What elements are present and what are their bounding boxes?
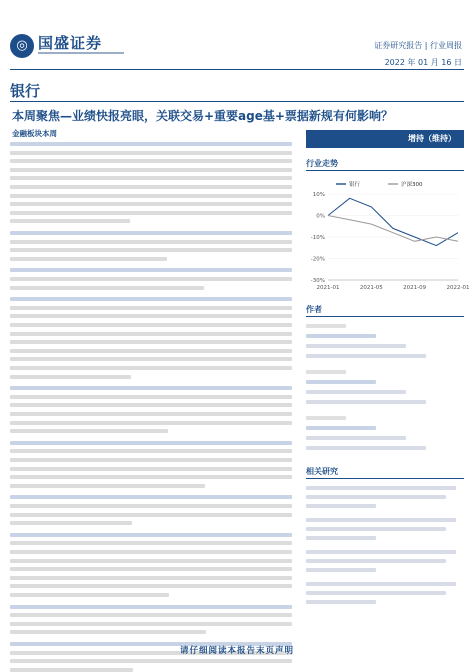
body-text-line bbox=[10, 185, 292, 189]
body-text-line bbox=[10, 576, 292, 580]
legend-label: 银行 bbox=[349, 182, 361, 188]
rating-badge bbox=[306, 130, 464, 148]
y-tick-label: -30% bbox=[310, 278, 325, 284]
body-text-line bbox=[10, 513, 292, 517]
body-text-line bbox=[10, 159, 292, 163]
analyst-detail bbox=[306, 370, 346, 374]
sidebar bbox=[306, 128, 470, 626]
body-text-line bbox=[10, 421, 292, 425]
body-text-line bbox=[10, 567, 292, 571]
body-text-line bbox=[10, 286, 204, 290]
body-text-line bbox=[10, 475, 292, 479]
x-tick-label: 2021-01 bbox=[316, 285, 340, 291]
analyst-detail bbox=[306, 344, 406, 348]
related-report-line bbox=[306, 559, 446, 563]
trend-divider bbox=[306, 170, 464, 171]
analyst-detail bbox=[306, 446, 426, 450]
trend-title: 行业走势 bbox=[306, 159, 338, 168]
related-report-line bbox=[306, 600, 376, 604]
analyst-detail bbox=[306, 416, 346, 420]
report-type: 证券研究报告 | 行业周报 bbox=[374, 41, 462, 50]
related-report-line bbox=[306, 495, 446, 499]
analyst-detail bbox=[306, 400, 426, 404]
report-date: 2022 年 01 月 16 日 bbox=[384, 58, 462, 67]
body-text-line bbox=[10, 151, 292, 155]
analysts-title: 作者 bbox=[306, 305, 322, 314]
report-body bbox=[10, 128, 300, 626]
body-text-line bbox=[10, 467, 292, 471]
analyst-detail bbox=[306, 436, 406, 440]
body-text-line bbox=[10, 375, 131, 379]
body-text-line bbox=[10, 142, 292, 146]
y-tick-label: 0% bbox=[316, 213, 325, 220]
related-report-line bbox=[306, 518, 456, 522]
body-text-line bbox=[10, 584, 292, 588]
sector-title: 银行 bbox=[10, 82, 41, 100]
related-title: 相关研究 bbox=[306, 467, 338, 476]
summary-title: 金融板块本周 bbox=[12, 129, 57, 138]
trend-chart bbox=[306, 176, 470, 296]
body-text-line bbox=[10, 349, 292, 353]
analyst-detail bbox=[306, 324, 346, 328]
y-tick-label: -20% bbox=[310, 256, 325, 263]
body-text-line bbox=[10, 630, 206, 634]
body-text-line bbox=[10, 168, 292, 172]
analyst-detail bbox=[306, 354, 426, 358]
body-text-line bbox=[10, 219, 130, 223]
body-text-line bbox=[10, 449, 292, 453]
body-text-line bbox=[10, 248, 292, 252]
body-text-line bbox=[10, 495, 292, 499]
body-text-line bbox=[10, 176, 292, 180]
body-text-line bbox=[10, 403, 292, 407]
related-divider bbox=[306, 478, 464, 479]
header-divider bbox=[10, 69, 464, 70]
body-text-line bbox=[10, 314, 292, 318]
related-report-line bbox=[306, 582, 456, 586]
footer-text: 请仔细阅读本报告末页声明 bbox=[179, 646, 294, 656]
body-text-line bbox=[10, 550, 292, 554]
analyst-name bbox=[306, 426, 376, 430]
legend-label: 沪深300 bbox=[401, 182, 423, 188]
body-text-line bbox=[10, 605, 292, 609]
body-text-line bbox=[10, 257, 167, 261]
body-text-line bbox=[10, 504, 292, 508]
body-text-line bbox=[10, 559, 292, 563]
body-text-line bbox=[10, 533, 292, 537]
body-text-line bbox=[10, 323, 292, 327]
body-text-line bbox=[10, 593, 169, 597]
body-text-line bbox=[10, 622, 292, 626]
body-text-line bbox=[10, 441, 292, 445]
body-text-line bbox=[10, 395, 292, 399]
body-text-line bbox=[10, 521, 132, 525]
body-text-line bbox=[10, 412, 292, 416]
x-tick-label: 2021-09 bbox=[403, 285, 427, 291]
body-text-line bbox=[10, 357, 292, 361]
page-header bbox=[0, 0, 474, 70]
body-text-line bbox=[10, 268, 292, 272]
rating-label: 增持（维持） bbox=[408, 134, 456, 143]
related-report-line bbox=[306, 486, 456, 490]
body-text-line bbox=[10, 277, 292, 281]
body-text-line bbox=[10, 340, 292, 344]
sector-divider bbox=[10, 101, 464, 102]
series-line bbox=[328, 198, 458, 245]
x-tick-label: 2022-01 bbox=[446, 285, 470, 291]
analyst-name bbox=[306, 380, 376, 384]
body-text-line bbox=[10, 366, 292, 370]
body-text-line bbox=[10, 332, 292, 336]
body-text-line bbox=[10, 306, 292, 310]
related-report-line bbox=[306, 527, 446, 531]
logo-underline bbox=[38, 52, 124, 54]
y-tick-label: -10% bbox=[310, 235, 325, 241]
logo-mark-icon: ◎ bbox=[10, 34, 34, 58]
related-report-line bbox=[306, 591, 446, 595]
related-report-line bbox=[306, 568, 376, 572]
related-report-line bbox=[306, 536, 376, 540]
related-report-line bbox=[306, 504, 376, 508]
analysts-divider bbox=[306, 316, 464, 317]
logo-text: 国盛证券 bbox=[38, 34, 103, 52]
body-text-line bbox=[10, 231, 292, 235]
body-text-line bbox=[10, 297, 292, 301]
body-text-line bbox=[10, 429, 168, 433]
body-text-line bbox=[10, 240, 292, 244]
body-text-line bbox=[10, 613, 292, 617]
x-tick-label: 2021-05 bbox=[359, 285, 383, 291]
company-logo bbox=[10, 34, 126, 60]
report-headline: 本周聚焦—业绩快报亮眼，关联交易+重要age基+票据新规有何影响？ bbox=[12, 109, 393, 123]
analyst-name bbox=[306, 334, 376, 338]
related-report-line bbox=[306, 550, 456, 554]
body-text-line bbox=[10, 484, 205, 488]
page-footer bbox=[0, 638, 474, 670]
body-text-line bbox=[10, 211, 292, 215]
body-text-line bbox=[10, 386, 292, 390]
analyst-detail bbox=[306, 390, 406, 394]
y-tick-label: 10% bbox=[312, 192, 325, 198]
body-text-line bbox=[10, 458, 292, 462]
body-text-line bbox=[10, 541, 292, 545]
body-text-line bbox=[10, 202, 292, 206]
body-text-line bbox=[10, 194, 292, 198]
